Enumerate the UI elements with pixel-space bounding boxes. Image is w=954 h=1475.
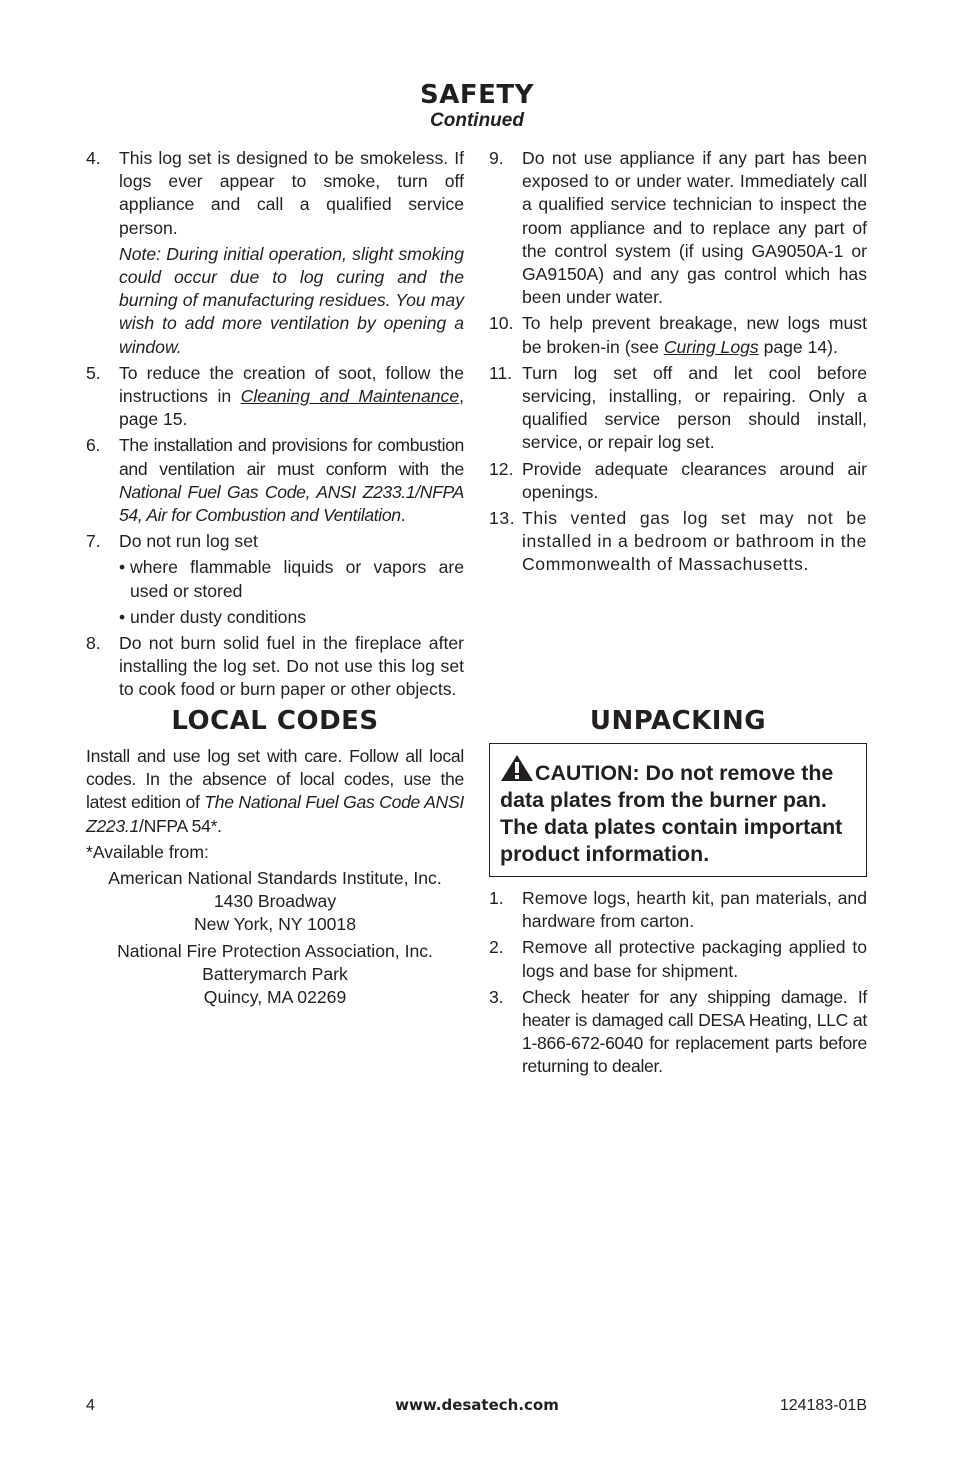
local-codes-heading: LOCAL CODES	[171, 706, 379, 736]
nfpa-address: National Fire Protection Association, Inc. Batterymarch Park Quincy, MA 02269	[117, 940, 433, 1008]
list-item: 8. Do not burn solid fuel in the fireplace after installing the log set. Do not use this log set to cook food or burn paper or other objects.	[86, 633, 464, 700]
warning-triangle-icon	[500, 754, 534, 782]
caution-text: CAUTION: Do not remove the data plates from the burner pan. The data plates contain important product information.	[500, 761, 843, 866]
website-link[interactable]: www.desatech.com	[395, 1396, 559, 1414]
list-item: 6. The installation and provisions for combustion and ventilation air must conform with the National Fuel Gas Code, ANSI Z233.1/NFPA 54, Air for Combustion and Ventilation.	[86, 435, 464, 526]
unpacking-section	[489, 706, 867, 1082]
right-column-list	[489, 147, 867, 580]
list-item: 4. This log set is designed to be smokeless. If logs ever appear to smoke, turn off appliance and call a qualified service person. Note: During initial operation, slight smoking could occur due to log curing and the burning of manufacturing residues. You may wish to add more ventilation by opening a window.	[86, 147, 464, 359]
page-number: 4	[86, 1397, 95, 1414]
bullet-item: • where flammable liquids or vapors are used or stored	[119, 557, 464, 601]
list-item: 5. To reduce the creation of soot, follow the instructions in Cleaning and Maintenance, page 15.	[86, 362, 465, 430]
list-item: 12. Provide adequate clearances around air openings.	[489, 458, 867, 502]
list-item: 10. To help prevent breakage, new logs must be broken-in (see Curing Logs page 14).	[489, 313, 867, 357]
unpacking-heading: UNPACKING	[589, 706, 767, 736]
available-from-label: *Available from:	[86, 841, 209, 862]
list-item: 13. This vented gas log set may not be installed in a bedroom or bathroom in the Commonwealth of Massachusetts.	[489, 508, 867, 575]
caution-box	[489, 743, 867, 877]
local-codes-paragraph: Install and use log set with care. Follow all local codes. In the absence of local codes, use the latest edition of The National Fuel Gas Code ANSI Z223.1/NFPA 54*.	[86, 746, 464, 836]
page-header	[0, 80, 954, 132]
cleaning-maintenance-link[interactable]: Cleaning and Maintenance	[240, 386, 460, 407]
list-item: 2. Remove all protective packaging applied to logs and base for shipment.	[489, 937, 867, 981]
list-item: 7. Do not run log set • where flammable liquids or vapors are used or stored • under dusty conditions	[86, 530, 464, 629]
list-item: 3. Check heater for any shipping damage. If heater is damaged call DESA Heating, LLC at 1-866-672-6040 for replacement parts before returning to dealer.	[489, 986, 867, 1077]
curing-logs-link[interactable]: Curing Logs	[663, 336, 759, 357]
unpacking-steps	[489, 887, 867, 1079]
note-text: Note: During initial operation, slight smoking could occur due to log curing and the burning of manufacturing residues. You may wish to add more ventilation by opening a window.	[119, 243, 464, 357]
list-item: 11. Turn log set off and let cool before servicing, installing, or repairing. Only a qualified service person should install, service, or repair log set.	[489, 362, 867, 453]
local-codes-section	[86, 706, 464, 1009]
document-number: 124183-01B	[779, 1397, 867, 1414]
bullet-item: • under dusty conditions	[119, 606, 307, 627]
left-column-list	[86, 147, 464, 705]
page-subtitle: Continued	[430, 110, 524, 131]
list-item: 9. Do not use appliance if any part has been exposed to or under water. Immediately call a qualified service technician to inspect the room appliance and to replace any part of the control system (if using GA9050A-1 or GA9150A) and any gas control which has been under water.	[489, 148, 867, 308]
page-title: SAFETY	[420, 80, 534, 110]
list-item: 1. Remove logs, hearth kit, pan materials, and hardware from carton.	[489, 888, 867, 932]
ansi-address: American National Standards Institute, Inc. 1430 Broadway New York, NY 10018	[108, 868, 442, 935]
